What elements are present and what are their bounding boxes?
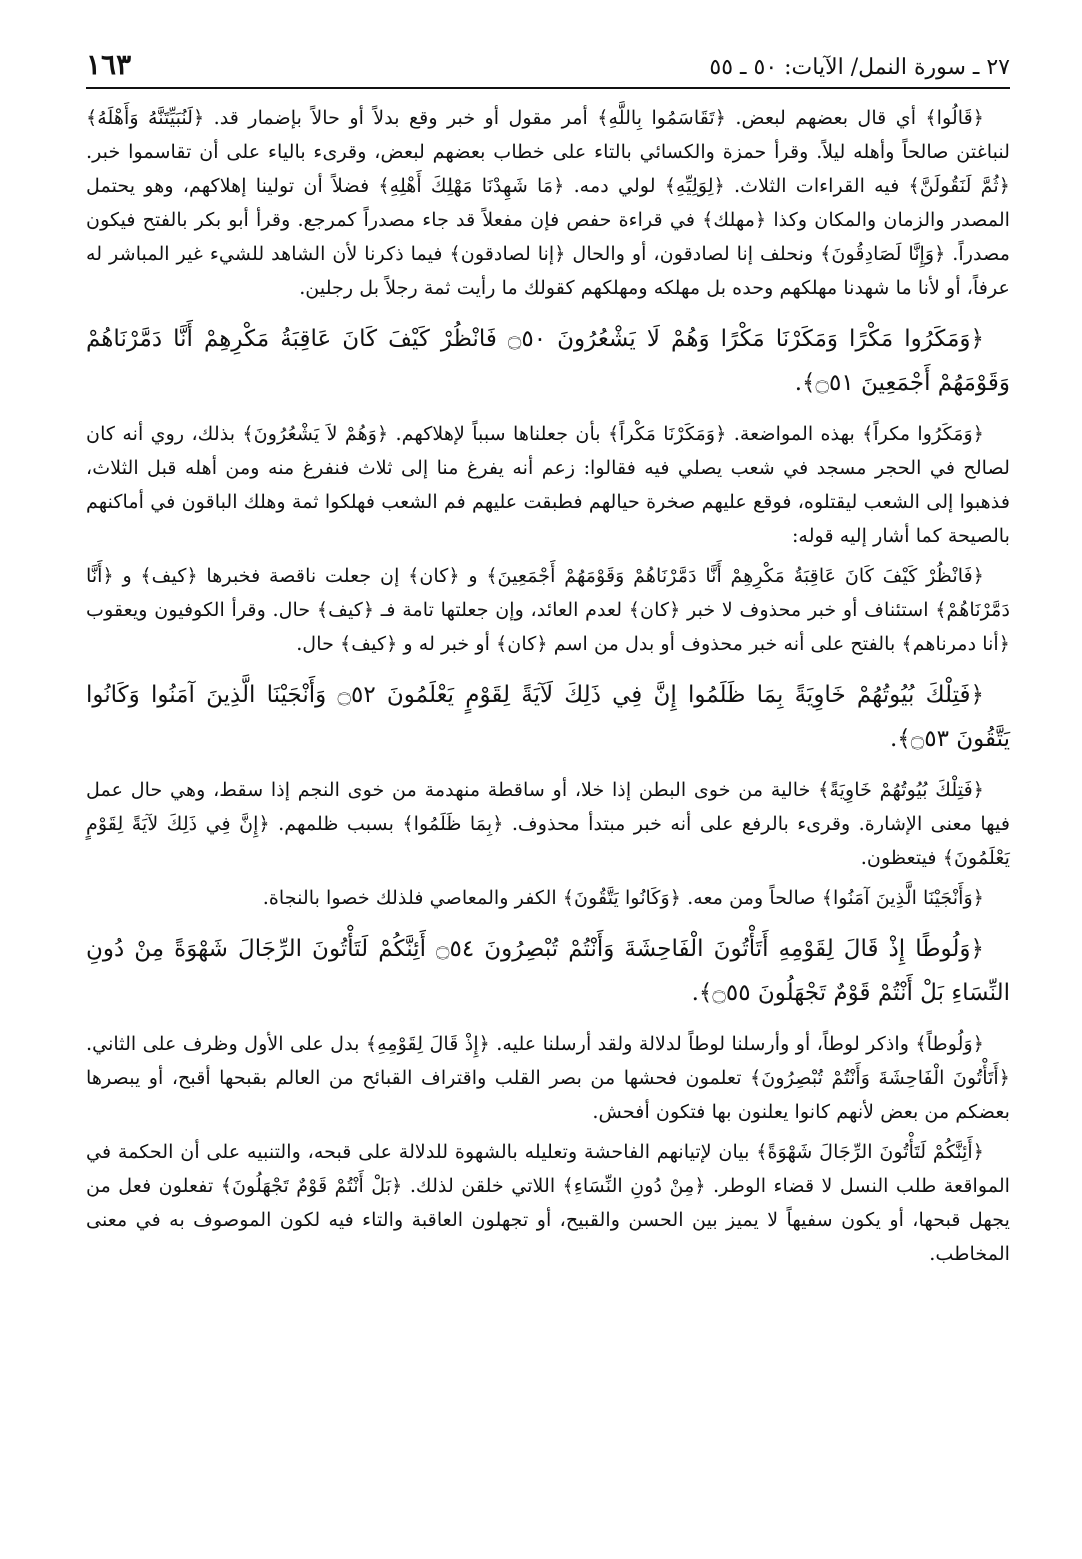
- commentary-paragraph: ﴿وَمَكَرُوا مكراً﴾ بهذه المواضعة. ﴿وَمَكَرْنَا مَكْراً﴾ بأن جعلناها سبباً لإهلاكهم. ﴿وَهُمْ لاَ يَشْعُرُونَ﴾ بذلك، روي أنه كان لصالح في الحجر مسجد في شعب يصلي فيه فقالوا: زعم أنه يفرغ منا إلى ثلاث فنفرغ منه ومن أهله قبل الثلاث، فذهبوا إلى الشعب ليقتلوه، فوقع عليهم صخرة حيالهم فطبقت عليهم فم الشعب فهلكوا ثمة وهلك الباقون في أماكنهم بالصيحة كما أشار إليه قوله:: [86, 422, 1010, 547]
- running-title: ٢٧ ـ سورة النمل/ الآيات: ٥٠ ـ ٥٥: [709, 55, 1010, 80]
- page: [86, 48, 1010, 1277]
- page-header: [86, 48, 1010, 89]
- commentary-paragraph: ﴿فَتِلْكَ بُيُوتُهُمْ خَاوِيَةً﴾ خالية من خوى البطن إذا خلا، أو ساقطة منهدمة من خوى النجم إذا سقط، وهي حال عمل فيها معنى الإشارة. وقرىء بالرفع على أنه خبر مبتدأ محذوف. ﴿بِمَا ظَلَمُوا﴾ بسبب ظلمهم. ﴿إِنَّ فِي ذَلِكَ لآيَةً لِقَوْمٍ يَعْلَمُونَ﴾ فيتعظون.: [86, 778, 1010, 869]
- commentary-paragraph: ﴿وَأَنْجَيْنَا الَّذِينَ آمَنُوا﴾ صالحاً ومن معه. ﴿وَكَانُوا يَتَّقُونَ﴾ الكفر والمعاصي فلذلك خصوا بالنجاة.: [262, 886, 984, 909]
- commentary-paragraph: ﴿قَالُوا﴾ أي قال بعضهم لبعض. ﴿تَقَاسَمُوا بِاللَّهِ﴾ أمر مقول أو خبر وقع بدلاً أو حالاً بإضمار قد. ﴿لَنُبَيِّتَنَّهُ وَأَهْلَهُ﴾ لنباغتن صالحاً وأهله ليلاً. وقرأ حمزة والكسائي بالتاء على خطاب بعضهم لبعض، وقرىء بالياء على أن تقاسموا خبر. ﴿ثُمَّ لَنَقُولَنَّ﴾ فيه القراءات الثلاث. ﴿لِوَلِيِّهِ﴾ لولي دمه. ﴿مَا شَهِدْنَا مَهْلِكَ أَهْلِهِ﴾ فضلاً أن تولينا إهلاكهم، وهو يحتمل المصدر والزمان والمكان وكذا ﴿مهلك﴾ في قراءة حفص فإن مفعلاً قد جاء مصدراً كمرجع. وقرأ أبو بكر بالفتح فيكون مصدراً. ﴿وَإِنَّا لَصَادِقُونَ﴾ ونحلف إنا لصادقون، أو والحال ﴿إنا لصادقون﴾ فيما ذكرنا لأن الشاهد للشيء غير المباشر له عرفاً، أو لأنا ما شهدنا مهلكهم وحده بل مهلكه ومهلكهم كقولك ما رأيت ثمة رجلاً بل رجلين.: [86, 106, 1010, 299]
- commentary-paragraph: ﴿فَانْظُرْ كَيْفَ كَانَ عَاقِبَةُ مَكْرِهِمْ أَنَّا دَمَّرْنَاهُمْ وَقَوْمَهُمْ أَجْمَعِينَ﴾ و ﴿كان﴾ إن جعلت ناقصة فخبرها ﴿كيف﴾ و ﴿أَنَّا دَمَّرْنَاهُمْ﴾ استئناف أو خبر محذوف لا خبر ﴿كان﴾ لعدم العائد، وإن جعلتها تامة فـ ﴿كيف﴾ حال. وقرأ الكوفيون ويعقوب ﴿أنا دمرناهم﴾ بالفتح على أنه خبر محذوف أو بدل من اسم ﴿كان﴾ أو خبر له و ﴿كيف﴾ حال.: [86, 564, 1010, 655]
- commentary-paragraph: ﴿أَئِنَّكُمْ لَتَأْتُونَ الرِّجَالَ شَهْوَةً﴾ بيان لإتيانهم الفاحشة وتعليله بالشهوة للدلالة على قبحه، والتنبيه على أن الحكمة في المواقعة طلب النسل لا قضاء الوطر. ﴿مِنْ دُونِ النِّسَاءِ﴾ اللاتي خلقن لذلك. ﴿بَلْ أَنْتُمْ قَوْمٌ تَجْهَلُونَ﴾ تفعلون فعل من يجهل قبحها، أو يكون سفيهاً لا يميز بين الحسن والقبيح، أو تجهلون العاقبة والتاء فيه لكون الموصوف به في معنى المخاطب.: [86, 1140, 1010, 1265]
- page-number: ١٦٣: [86, 48, 132, 81]
- commentary-paragraph: ﴿وَلُوطاً﴾ واذكر لوطاً، أو وأرسلنا لوطاً لدلالة ولقد أرسلنا عليه. ﴿إِذْ قَالَ لِقَوْمِهِ﴾ بدل على الأول وظرف على الثاني. ﴿أَتَأْتُونَ الْفَاحِشَةَ وَأَنْتُمْ تُبْصِرُونَ﴾ تعلمون فحشها من بصر القلب واقتراف القبائح من العالم بقبحها أقبح، أو يبصرها بعضكم من بعض لأنهم كانوا يعلنون بها فتكون أفحش.: [86, 1032, 1010, 1123]
- quran-verse-block: ﴿وَمَكَرُوا مَكْرًا وَمَكَرْنَا مَكْرًا وَهُمْ لَا يَشْعُرُونَ ۝٥٠ فَانْظُرْ كَيْفَ كَانَ عَاقِبَةُ مَكْرِهِمْ أَنَّا دَمَّرْنَاهُمْ وَقَوْمَهُمْ أَجْمَعِينَ ۝٥١﴾.: [86, 326, 1010, 396]
- quran-verse-block: ﴿وَلُوطًا إِذْ قَالَ لِقَوْمِهِ أَتَأْتُونَ الْفَاحِشَةَ وَأَنْتُمْ تُبْصِرُونَ ۝٥٤ أَئِنَّكُمْ لَتَأْتُونَ الرِّجَالَ شَهْوَةً مِنْ دُونِ النِّسَاءِ بَلْ أَنْتُمْ قَوْمٌ تَجْهَلُونَ ۝٥٥﴾.: [86, 936, 1010, 1006]
- quran-verse-block: ﴿فَتِلْكَ بُيُوتُهُمْ خَاوِيَةً بِمَا ظَلَمُوا إِنَّ فِي ذَلِكَ لَآيَةً لِقَوْمٍ يَعْلَمُونَ ۝٥٢ وَأَنْجَيْنَا الَّذِينَ آمَنُوا وَكَانُوا يَتَّقُونَ ۝٥٣﴾.: [86, 682, 1010, 752]
